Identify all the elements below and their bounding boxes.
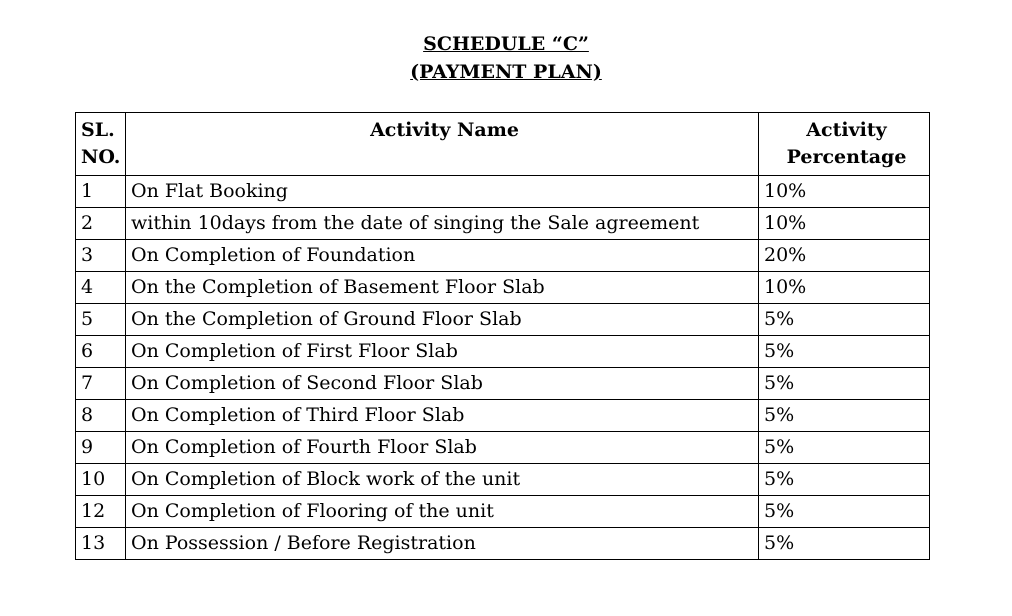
row-percentage: 5% <box>759 528 930 560</box>
row-percentage: 5% <box>759 336 930 368</box>
table-row <box>76 176 930 208</box>
row-activity: On Completion of Flooring of the unit <box>126 496 759 528</box>
row-activity: On Completion of Block work of the unit <box>126 464 759 496</box>
table-row <box>76 464 930 496</box>
row-activity: On Completion of Fourth Floor Slab <box>126 432 759 464</box>
row-percentage: 5% <box>759 432 930 464</box>
payment-plan-table <box>75 112 930 560</box>
row-sl: 4 <box>76 272 126 304</box>
row-activity: On Completion of Third Floor Slab <box>126 400 759 432</box>
row-percentage: 20% <box>759 240 930 272</box>
row-activity: On Completion of Foundation <box>126 240 759 272</box>
row-activity: On the Completion of Basement Floor Slab <box>126 272 759 304</box>
row-percentage: 5% <box>759 464 930 496</box>
row-percentage: 5% <box>759 400 930 432</box>
table-header-row <box>76 113 930 176</box>
row-percentage: 5% <box>759 304 930 336</box>
row-sl: 9 <box>76 432 126 464</box>
row-activity: On Completion of Second Floor Slab <box>126 368 759 400</box>
table-row <box>76 336 930 368</box>
payment-plan-heading: (PAYMENT PLAN) <box>410 61 602 83</box>
row-activity: On the Completion of Ground Floor Slab <box>126 304 759 336</box>
row-sl: 3 <box>76 240 126 272</box>
table-row <box>76 528 930 560</box>
table-row <box>76 272 930 304</box>
row-sl: 2 <box>76 208 126 240</box>
table-row <box>76 432 930 464</box>
row-percentage: 10% <box>759 176 930 208</box>
row-percentage: 5% <box>759 496 930 528</box>
table-row <box>76 240 930 272</box>
row-sl: 1 <box>76 176 126 208</box>
row-percentage: 10% <box>759 272 930 304</box>
document-title <box>0 30 1012 86</box>
table-row <box>76 368 930 400</box>
table-row <box>76 400 930 432</box>
row-activity: On Flat Booking <box>126 176 759 208</box>
row-sl: 10 <box>76 464 126 496</box>
table-row <box>76 208 930 240</box>
header-activity-name: Activity Name <box>126 113 759 176</box>
row-percentage: 10% <box>759 208 930 240</box>
row-activity: On Possession / Before Registration <box>126 528 759 560</box>
row-sl: 6 <box>76 336 126 368</box>
table-row <box>76 304 930 336</box>
header-sl-no: SL. NO. <box>76 113 126 176</box>
row-activity: within 10days from the date of singing the Sale agreement <box>126 208 759 240</box>
row-activity: On Completion of First Floor Slab <box>126 336 759 368</box>
row-sl: 5 <box>76 304 126 336</box>
header-activity-percentage: Activity Percentage <box>759 113 930 176</box>
schedule-heading: SCHEDULE “C” <box>423 33 589 55</box>
row-sl: 13 <box>76 528 126 560</box>
table-row <box>76 496 930 528</box>
row-sl: 8 <box>76 400 126 432</box>
row-sl: 12 <box>76 496 126 528</box>
row-sl: 7 <box>76 368 126 400</box>
row-percentage: 5% <box>759 368 930 400</box>
